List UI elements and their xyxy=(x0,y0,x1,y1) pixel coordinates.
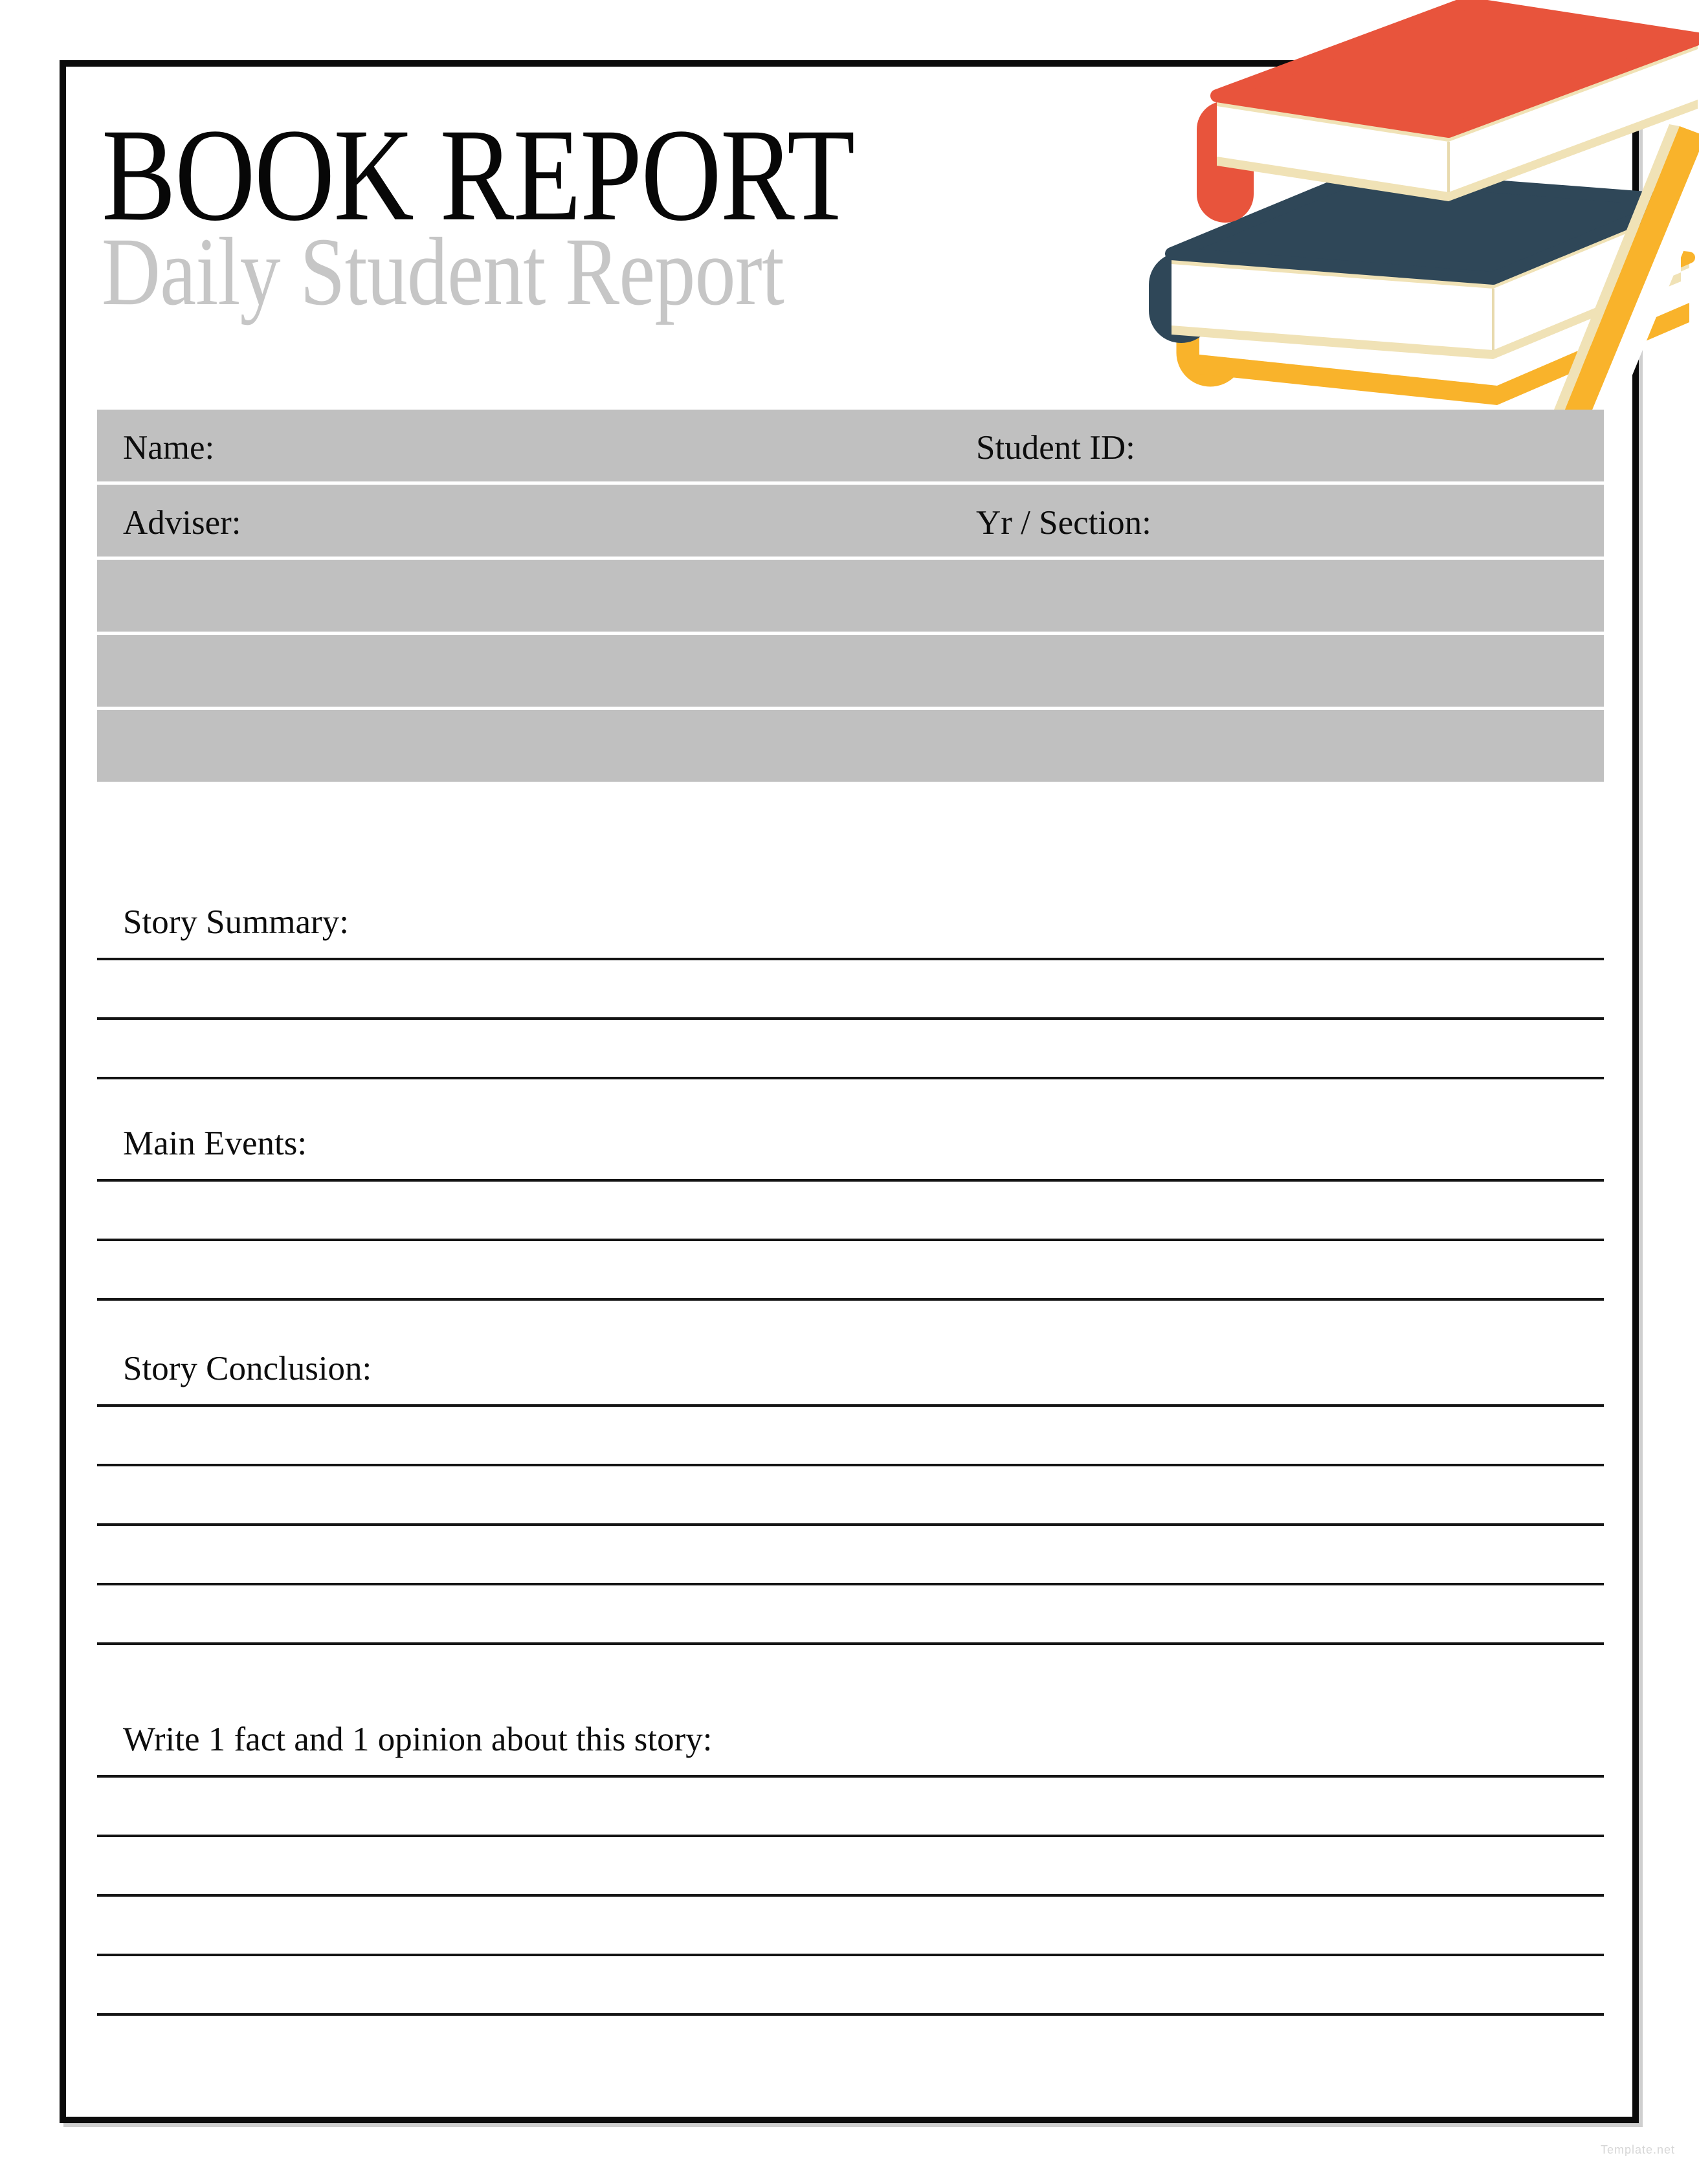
writing-line[interactable] xyxy=(97,1017,1604,1020)
page-subtitle: Daily Student Report xyxy=(102,218,784,325)
writing-line[interactable] xyxy=(97,1775,1604,1778)
student-info-table xyxy=(97,410,1604,782)
table-row-blank[interactable] xyxy=(97,635,1604,707)
writing-line[interactable] xyxy=(97,1642,1604,1645)
table-row-blank[interactable] xyxy=(97,560,1604,632)
table-cell-label-left: Name: xyxy=(123,429,215,467)
watermark: Template.net xyxy=(1600,2143,1675,2156)
writing-line[interactable] xyxy=(97,1894,1604,1897)
section-label: Story Conclusion: xyxy=(123,1350,372,1387)
table-row xyxy=(97,410,1604,481)
writing-line[interactable] xyxy=(97,1179,1604,1182)
section-label: Story Summary: xyxy=(123,903,349,941)
writing-line[interactable] xyxy=(97,1464,1604,1466)
page-title: BOOK REPORT xyxy=(102,102,854,248)
writing-line[interactable] xyxy=(97,1583,1604,1585)
writing-line[interactable] xyxy=(97,1298,1604,1301)
writing-line[interactable] xyxy=(97,1954,1604,1956)
books-stack-icon xyxy=(1162,0,1699,427)
table-row xyxy=(97,485,1604,557)
table-cell-label-right: Yr / Section: xyxy=(976,504,1151,542)
red-book-icon xyxy=(1217,3,1698,201)
writing-line[interactable] xyxy=(97,1077,1604,1079)
writing-line[interactable] xyxy=(97,2013,1604,2016)
table-row-blank[interactable] xyxy=(97,710,1604,782)
writing-line[interactable] xyxy=(97,1404,1604,1407)
writing-line[interactable] xyxy=(97,1523,1604,1526)
writing-line[interactable] xyxy=(97,1239,1604,1241)
section-label: Main Events: xyxy=(123,1125,307,1162)
table-cell-label-left: Adviser: xyxy=(123,504,241,542)
table-cell-label-right: Student ID: xyxy=(976,429,1135,467)
writing-line[interactable] xyxy=(97,958,1604,960)
writing-line[interactable] xyxy=(97,1835,1604,1837)
section-label: Write 1 fact and 1 opinion about this story: xyxy=(123,1721,713,1758)
